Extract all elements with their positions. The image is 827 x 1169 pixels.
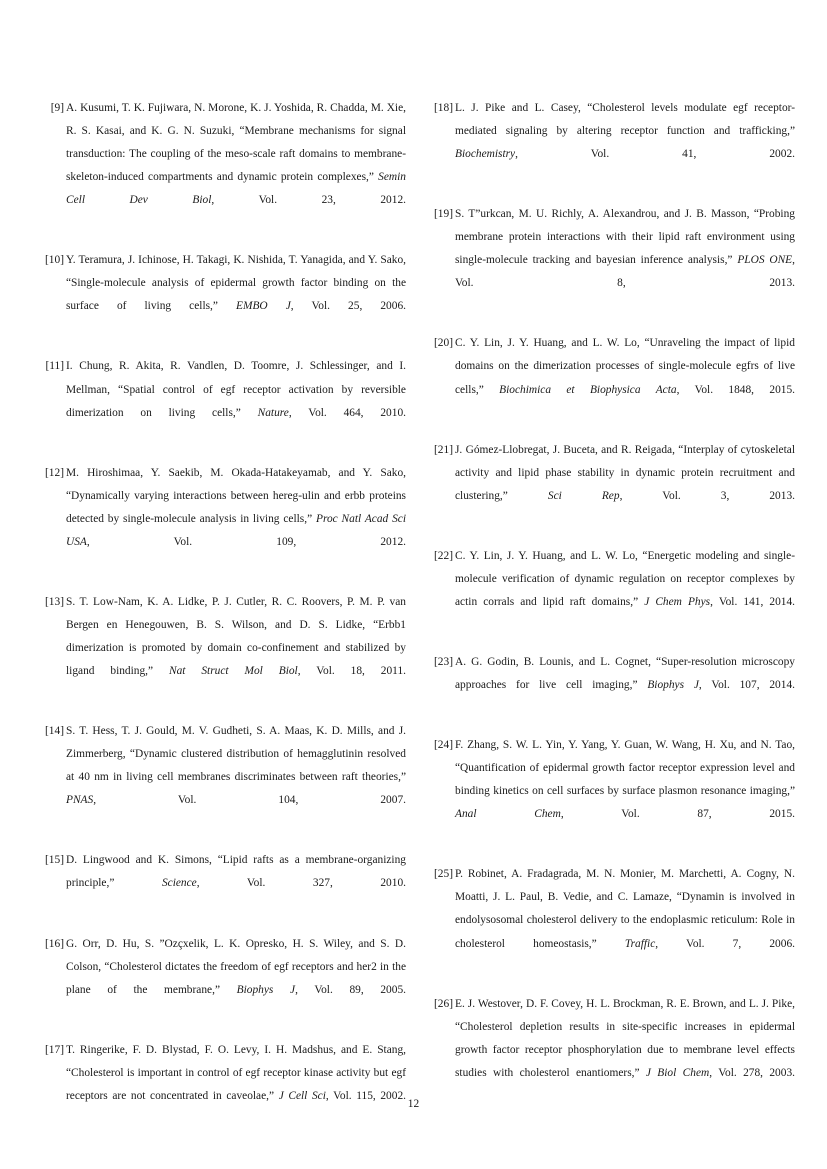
reference-authors: Y. Teramura, J. Ichinose, H. Takagi, K. Nishida, T. Yanagida, and Y. Sako, <box>66 254 406 267</box>
reference-text <box>455 439 795 531</box>
reference-entry <box>427 332 795 424</box>
reference-text <box>455 97 795 189</box>
reference-entry <box>427 97 795 189</box>
reference-entry <box>427 651 795 720</box>
reference-title: “Membrane mechanisms for signal transduction: The coupling of the meso-scale raft domains to membrane-skeleton-induced compartments and dynamic protein complexes,” <box>66 125 406 184</box>
reference-text <box>66 1039 406 1131</box>
reference-journal: Nature <box>257 406 289 419</box>
reference-volume-year: , Vol. 327, 2010. <box>196 877 406 890</box>
reference-journal: Semin Cell Dev Biol <box>66 171 406 207</box>
reference-volume-year: , Vol. 3, 2013. <box>619 489 795 502</box>
reference-journal: Biochimica et Biophysica Acta <box>499 383 677 396</box>
reference-journal: J Cell Sci <box>278 1089 326 1102</box>
reference-text <box>66 355 406 447</box>
reference-title: “Cholesterol depletion results in site-specific increases in epidermal growth factor receptor phosphorylation due to membrane level effects studies with cholesterol enantiomers,” <box>455 1020 795 1079</box>
reference-text <box>66 849 406 918</box>
reference-volume-year: , Vol. 141, 2014. <box>710 595 796 608</box>
reference-text <box>66 462 406 577</box>
reference-title: “Dynamin is involved in endolysosomal cholesterol delivery to the endoplasmic reticulum: Role in cholesterol homeostasis,” <box>455 891 795 950</box>
reference-volume-year: , Vol. 8, 2013. <box>455 254 795 290</box>
reference-title: “Spatial control of egf receptor activation by reversible dimerization on living cells,” <box>66 383 406 419</box>
reference-authors: P. Robinet, A. Fradagrada, M. N. Monier, M. Marchetti, A. Cogny, N. Moatti, J. L. Paul, B. Vedie, and C. Lamaze, <box>455 868 795 904</box>
reference-title: “Dynamic clustered distribution of hemagglutinin resolved at 40 nm in living cell membranes discriminates between raft theories,” <box>66 748 406 784</box>
reference-journal: Traffic <box>624 937 656 950</box>
reference-authors: T. Ringerike, F. D. Blystad, F. O. Levy, I. H. Madshus, and E. Stang, <box>66 1043 406 1056</box>
reference-volume-year: , Vol. 104, 2007. <box>93 794 406 807</box>
reference-journal: J Biol Chem <box>645 1066 710 1079</box>
reference-number: [19] <box>434 208 453 221</box>
reference-authors: C. Y. Lin, J. Y. Huang, and L. W. Lo, <box>455 549 643 562</box>
reference-title: “Unraveling the impact of lipid domains on the dimerization processes of single-molecule egfrs of live cells,” <box>455 337 795 396</box>
reference-entry <box>38 97 406 235</box>
reference-journal: Nat Struct Mol Biol <box>169 665 298 678</box>
reference-number: [22] <box>434 549 453 562</box>
reference-journal: Anal Chem <box>455 808 561 821</box>
reference-volume-year: , Vol. 115, 2002. <box>325 1089 406 1102</box>
reference-number: [14] <box>45 725 64 738</box>
reference-journal: Sci Rep <box>547 489 620 502</box>
reference-authors: E. J. Westover, D. F. Covey, H. L. Brockman, R. E. Brown, and L. J. Pike, <box>455 997 795 1010</box>
reference-title: “Super-resolution microscopy approaches for live cell imaging,” <box>455 655 795 692</box>
reference-title: “Quantification of epidermal growth factor receptor expression level and binding kinetics on cell surfaces by surface plasmon resonance imaging,” <box>455 762 795 798</box>
reference-number: [18] <box>434 102 453 114</box>
reference-entry <box>38 462 406 577</box>
reference-entry <box>427 439 795 531</box>
reference-text <box>455 734 795 849</box>
reference-authors: D. Lingwood and K. Simons, <box>66 854 218 867</box>
reference-number: [26] <box>434 997 453 1010</box>
reference-journal: Biochemistry <box>455 148 516 161</box>
reference-title: “Single-molecule analysis of epidermal growth factor binding on the surface of living cells,” <box>66 277 406 313</box>
reference-number: [15] <box>45 854 64 867</box>
reference-title: “Lipid rafts as a membrane-organizing principle,” <box>66 854 406 890</box>
reference-authors: S. T. Hess, T. J. Gould, M. V. Gudheti, S. A. Maas, K. D. Mills, and J. Zimmerberg, <box>66 725 406 761</box>
reference-entry <box>38 849 406 918</box>
reference-text <box>66 591 406 706</box>
reference-text <box>455 332 795 424</box>
reference-entry <box>38 249 406 341</box>
reference-authors: I. Chung, R. Akita, R. Vandlen, D. Toomre, J. Schlessinger, and I. Mellman, <box>66 360 406 396</box>
references-column-left <box>38 97 406 1131</box>
reference-number: [25] <box>434 868 453 881</box>
reference-journal: Proc Natl Acad Sci USA <box>66 512 407 548</box>
reference-number: [9] <box>50 102 64 114</box>
reference-entry <box>38 933 406 1025</box>
reference-entry <box>427 993 795 1108</box>
reference-number: [20] <box>434 337 453 350</box>
reference-journal: EMBO J <box>236 300 291 313</box>
reference-volume-year: , Vol. 41, 2002. <box>515 148 795 161</box>
reference-number: [24] <box>434 739 453 752</box>
reference-volume-year: , Vol. 18, 2011. <box>297 665 406 678</box>
reference-entry <box>38 1039 406 1131</box>
reference-title: “Dynamically varying interactions between hereg-ulin and erbb proteins detected by single-molecule analysis in living cells,” <box>66 489 406 525</box>
reference-journal: Biophys J <box>647 679 699 692</box>
reference-number: [16] <box>45 937 64 950</box>
reference-text <box>455 651 795 720</box>
reference-number: [21] <box>434 443 453 456</box>
references-columns <box>38 97 796 1102</box>
reference-authors: C. Y. Lin, J. Y. Huang, and L. W. Lo, <box>455 337 645 350</box>
reference-journal: J Chem Phys <box>644 595 711 608</box>
reference-volume-year: , Vol. 278, 2003. <box>709 1066 795 1079</box>
reference-journal: Science <box>161 877 197 890</box>
reference-journal: PNAS <box>66 794 94 807</box>
reference-entry <box>38 591 406 706</box>
reference-volume-year: , Vol. 107, 2014. <box>698 679 795 692</box>
reference-title: “Erbb1 dimerization is promoted by domain co-confinement and stabilized by ligand binding,” <box>66 618 406 678</box>
reference-authors: S. T”urkcan, M. U. Richly, A. Alexandrou, and J. B. Masson, <box>455 208 754 221</box>
reference-title: “Energetic modeling and single-molecule verification of dynamic regulation on receptor complexes by actin corrals and lipid raft domains,” <box>455 549 795 608</box>
reference-title: “Cholesterol is important in control of egf receptor kinase activity but egf receptors are not concentrated in caveolae,” <box>66 1066 406 1102</box>
reference-number: [11] <box>45 360 64 373</box>
reference-volume-year: , Vol. 7, 2006. <box>655 937 795 950</box>
reference-volume-year: , Vol. 87, 2015. <box>560 808 795 821</box>
reference-title: “Probing membrane protein interactions with their lipid raft environment using single-molecule tracking and bayesian inference analysis,” <box>455 208 795 267</box>
reference-volume-year: , Vol. 1848, 2015. <box>676 383 795 396</box>
reference-volume-year: , Vol. 25, 2006. <box>290 300 406 313</box>
reference-entry <box>427 863 795 978</box>
reference-number: [23] <box>434 655 453 668</box>
reference-text <box>66 97 406 235</box>
reference-number: [13] <box>45 595 64 608</box>
reference-text <box>455 203 795 318</box>
reference-authors: M. Hiroshimaa, Y. Saekib, M. Okada-Hatakeyamab, and Y. Sako, <box>66 466 406 479</box>
reference-title: “Cholesterol dictates the freedom of egf receptors and her2 in the plane of the membrane,” <box>66 960 407 996</box>
reference-entry <box>427 734 795 849</box>
reference-authors: J. Gómez-Llobregat, J. Buceta, and R. Reigada, <box>455 443 679 456</box>
reference-entry <box>427 203 795 318</box>
reference-text <box>66 933 406 1025</box>
reference-entry <box>427 545 795 637</box>
reference-authors: S. T. Low-Nam, K. A. Lidke, P. J. Cutler, R. C. Roovers, P. M. P. van Bergen en Henegouwen, B. S. Wilson, and D. S. Lidke, <box>66 595 406 631</box>
references-column-right <box>427 97 795 1108</box>
reference-text <box>455 545 795 637</box>
reference-text <box>66 249 406 341</box>
reference-number: [12] <box>45 466 64 479</box>
reference-number: [17] <box>45 1043 64 1056</box>
reference-volume-year: , Vol. 464, 2010. <box>288 406 406 419</box>
reference-number: [10] <box>45 254 64 267</box>
reference-volume-year: , Vol. 89, 2005. <box>295 983 406 996</box>
reference-entry <box>38 720 406 835</box>
reference-text <box>455 863 795 978</box>
reference-text <box>455 993 795 1108</box>
page-number: 12 <box>407 1098 420 1110</box>
reference-title: “Interplay of cytoskeletal activity and lipid phase stability in dynamic protein recruitment and clustering,” <box>455 443 795 502</box>
reference-authors: A. Kusumi, T. K. Fujiwara, N. Morone, K. J. Yoshida, R. Chadda, M. Xie, R. S. Kasai, and K. G. N. Suzuki, <box>66 102 406 138</box>
reference-authors: A. G. Godin, B. Lounis, and L. Cognet, <box>455 655 657 668</box>
reference-journal: Biophys J <box>236 983 296 996</box>
reference-authors: F. Zhang, S. W. L. Yin, Y. Yang, Y. Guan, W. Wang, H. Xu, and N. Tao, <box>455 739 795 752</box>
reference-entry <box>38 355 406 447</box>
reference-volume-year: , Vol. 23, 2012. <box>211 194 406 207</box>
reference-journal: PLOS ONE <box>737 254 793 267</box>
reference-title: “Cholesterol levels modulate egf receptor-mediated signaling by altering receptor function and trafficking,” <box>455 102 795 138</box>
reference-authors: L. J. Pike and L. Casey, <box>455 102 588 114</box>
reference-volume-year: , Vol. 109, 2012. <box>86 535 406 548</box>
reference-text <box>66 720 406 835</box>
reference-authors: G. Orr, D. Hu, S. ”Ozçxelik, L. K. Opresko, H. S. Wiley, and S. D. Colson, <box>66 937 406 973</box>
